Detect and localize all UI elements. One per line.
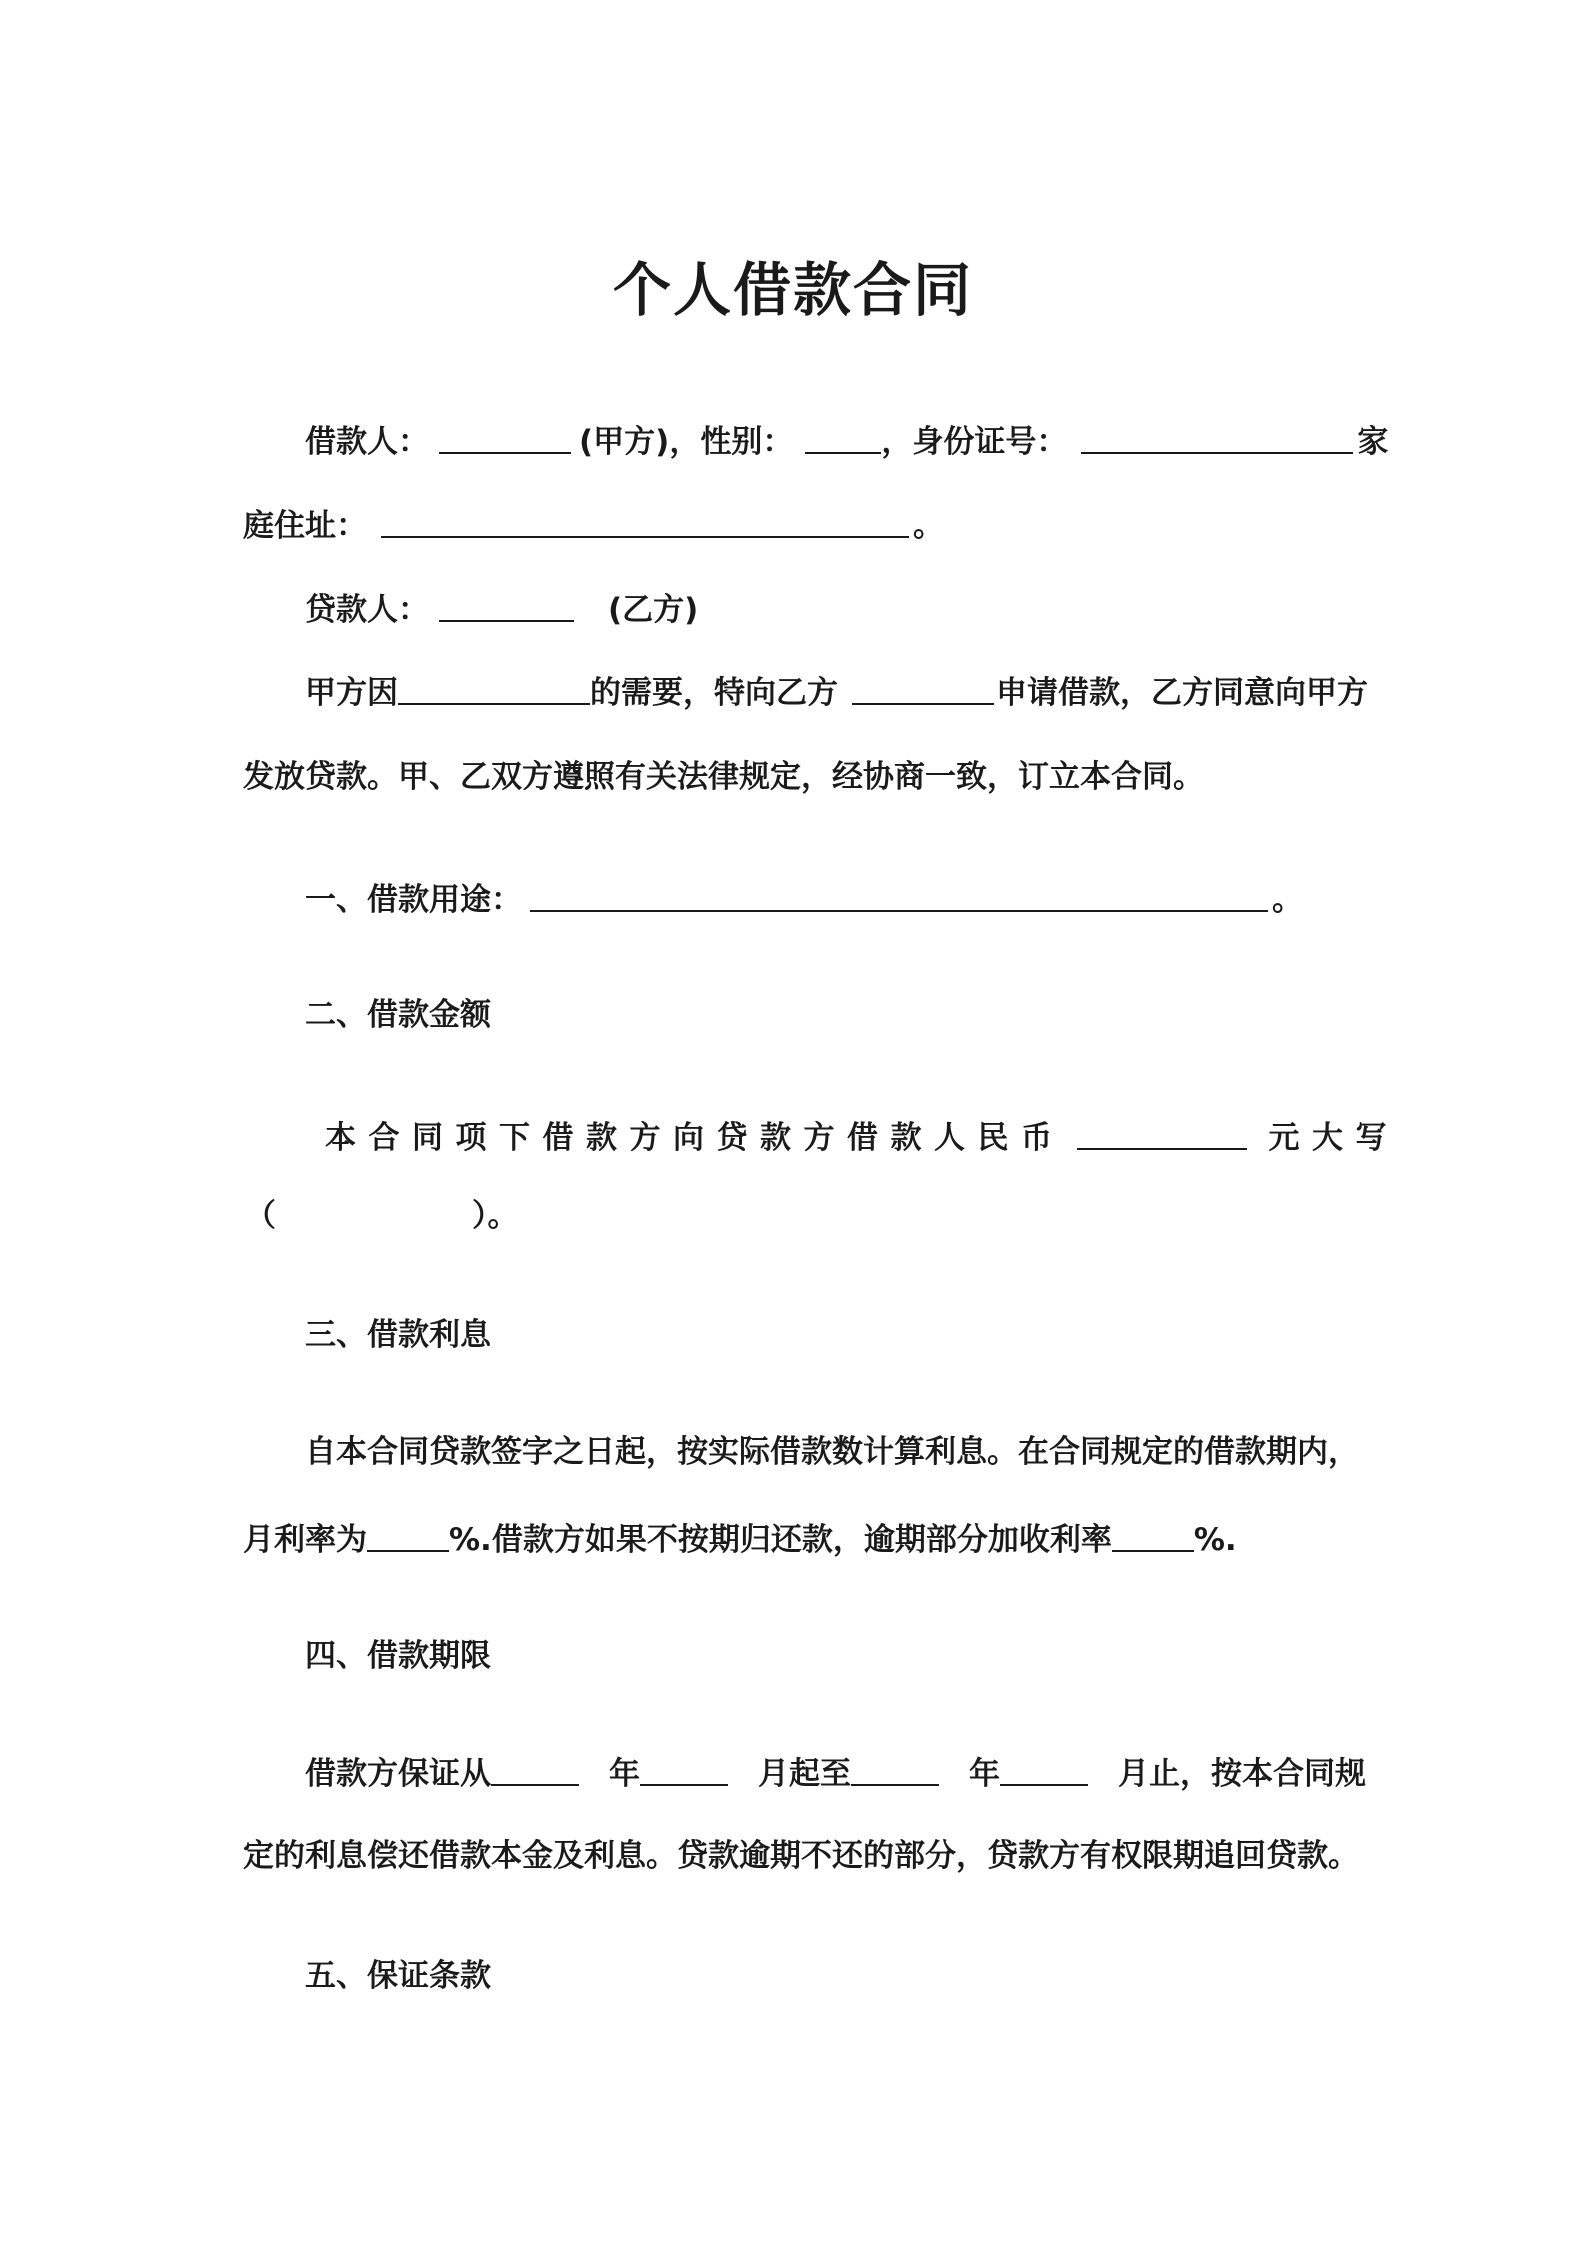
term-line-2: 定的利息偿还借款本金及利息。贷款逾期不还的部分，贷款方有权限期追回贷款。 (243, 1838, 1359, 1874)
section-interest-heading: 三、借款利息 (305, 1317, 491, 1353)
amount-capital-line (245, 1196, 519, 1236)
interest-line-1: 自本合同贷款签字之日起，按实际借款数计算利息。在合同规定的借款期内， (305, 1434, 1359, 1470)
intro-line-2: 发放贷款。甲、乙双方遵照有关法律规定，经协商一致，订立本合同。 (243, 759, 1204, 795)
end-year-field[interactable] (851, 1754, 939, 1786)
lender-blank-field[interactable] (852, 673, 994, 705)
intro-text-3: 申请借款，乙方同意向甲方 (996, 675, 1368, 711)
intro-text-1: 甲方因 (305, 675, 398, 711)
section-amount-heading: 二、借款金额 (305, 997, 491, 1033)
overdue-rate-unit: %. (1193, 1522, 1237, 1558)
term-year-1: 年 (609, 1756, 640, 1792)
section-term-heading: 四、借款期限 (305, 1638, 491, 1674)
purpose-field[interactable] (530, 880, 1268, 912)
lender-label: 贷款人： (305, 592, 429, 628)
document-title: 个人借款合同 (612, 256, 973, 324)
borrower-line (305, 422, 1388, 462)
borrower-label: 借款人： (305, 424, 429, 460)
lender-line (305, 590, 698, 630)
start-month-field[interactable] (640, 1754, 728, 1786)
address-prefix: 家 (1357, 424, 1389, 460)
amount-field[interactable] (1077, 1118, 1247, 1150)
lender-name-field[interactable] (439, 590, 574, 622)
term-text-c: 月起至 (758, 1756, 851, 1792)
id-label: ，身份证号： (881, 424, 1068, 460)
overdue-rate-text: %.借款方如果不按期归还款，逾期部分加收利率 (449, 1522, 1112, 1558)
section-purpose (305, 880, 1303, 920)
start-year-field[interactable] (491, 1754, 579, 1786)
section-purpose-heading: 一、借款用途： (305, 882, 522, 918)
intro-text-2: 的需要，特向乙方 (590, 675, 838, 711)
monthly-rate-field[interactable] (367, 1520, 449, 1552)
paren-close: ）。 (472, 1198, 519, 1234)
paren-open: （ (245, 1198, 276, 1234)
address-label: 庭住址： (243, 508, 367, 544)
borrower-suffix: (甲方)，性别： (579, 424, 794, 460)
term-text-e: 月止，按本合同规 (1118, 1756, 1366, 1792)
amount-line (325, 1118, 1399, 1158)
amount-unit: 元大写 (1268, 1120, 1399, 1156)
intro-line-1 (305, 673, 1368, 713)
interest-line-2 (243, 1520, 1237, 1560)
borrower-name-field[interactable] (439, 422, 571, 454)
amount-text: 本合同项下借款方向贷款方借款人民币 (325, 1120, 1065, 1156)
term-year-2: 年 (969, 1756, 1000, 1792)
monthly-rate-label: 月利率为 (243, 1522, 367, 1558)
term-line-1 (305, 1754, 1366, 1794)
section-guarantee-heading: 五、保证条款 (305, 1958, 491, 1994)
term-text-a: 借款方保证从 (305, 1756, 491, 1792)
end-month-field[interactable] (1000, 1754, 1088, 1786)
need-field[interactable] (398, 673, 590, 705)
lender-suffix: (乙方) (608, 592, 699, 628)
gender-field[interactable] (805, 422, 881, 454)
address-line (243, 506, 944, 546)
overdue-rate-field[interactable] (1112, 1520, 1194, 1552)
id-number-field[interactable] (1081, 422, 1353, 454)
address-end: 。 (913, 508, 944, 544)
address-field[interactable] (381, 506, 909, 538)
purpose-end: 。 (1272, 882, 1303, 918)
